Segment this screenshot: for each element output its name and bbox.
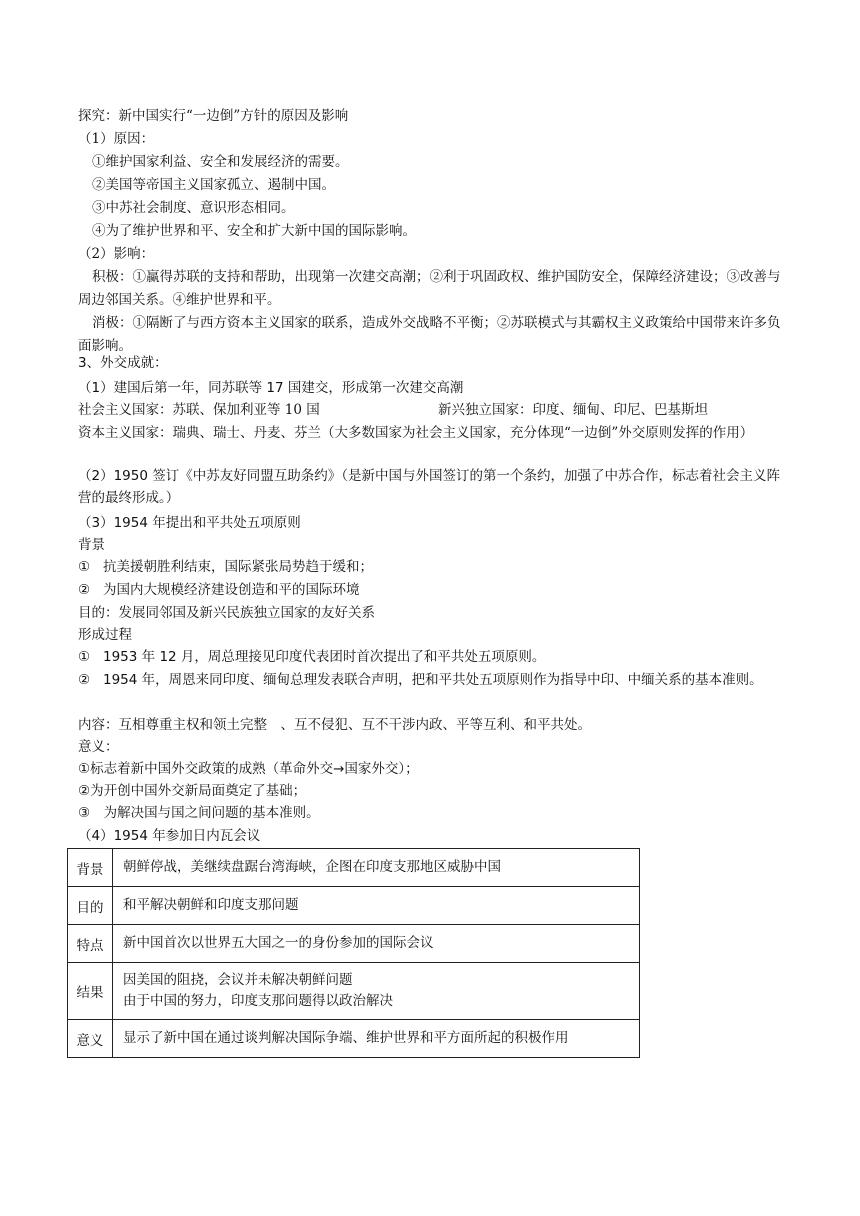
table-row [68, 849, 640, 887]
table-row [68, 1020, 640, 1058]
item-text: 抗美援朝胜利结束，国际紧张局势趋于缓和； [103, 559, 373, 575]
item-number: ② [78, 582, 91, 598]
table-row [68, 963, 640, 1020]
row-value [113, 925, 640, 963]
row-line: 和平解决朝鲜和印度支那问题 [123, 897, 299, 913]
socialist-countries: 社会主义国家：苏联、保加利亚等 10 国 [78, 402, 320, 418]
item-text: 1954 年，周恩来同印度、缅甸总理发表联合声明，把和平共处五项原则作为指导中印、中缅关系的基本准则。 [103, 672, 763, 688]
reason-item: ③中苏社会制度、意识形态相同。 [92, 200, 295, 216]
achievement-item-1: （1）建国后第一年，同苏联等 17 国建交，形成第一次建交高潮 [78, 380, 464, 396]
achievements-heading: 3、外交成就： [78, 355, 168, 371]
reason-item: ①维护国家利益、安全和发展经济的需要。 [92, 154, 349, 170]
significance-label: 意义： [78, 739, 119, 755]
process-label: 形成过程 [78, 627, 132, 643]
significance-item: ③ 为解决国与国之间问题的基本准则。 [78, 805, 320, 821]
row-line: 因美国的阻挠，会议并未解决朝鲜问题 [123, 972, 353, 988]
background-label: 背景 [78, 537, 105, 553]
achievement-item-3: （3）1954 年提出和平共处五项原则 [78, 515, 301, 531]
impact-heading: （2）影响： [78, 246, 155, 262]
row-line: 显示了新中国在通过谈判解决国际争端、维护世界和平方面所起的积极作用 [123, 1030, 569, 1046]
row-line: 新中国首次以世界五大国之一的身份参加的国际会议 [123, 935, 434, 951]
row-key: 目的 [68, 887, 113, 925]
new-independent-countries: 新兴独立国家：印度、缅甸、印尼、巴基斯坦 [438, 402, 708, 418]
row-line: 由于中国的努力，印度支那问题得以政治解决 [123, 993, 393, 1009]
item-text: 为国内大规模经济建设创造和平的国际环境 [103, 582, 360, 598]
item-text: 1953 年 12 月，周总理接见印度代表团时首次提出了和平共处五项原则。 [103, 649, 546, 665]
row-line: 朝鲜停战，美继续盘踞台湾海峡，企图在印度支那地区威胁中国 [123, 859, 501, 875]
reasons-heading: （1）原因： [78, 131, 155, 147]
significance-item: ①标志着新中国外交政策的成熟（革命外交→国家外交）； [78, 761, 419, 777]
reason-item: ④为了维护世界和平、安全和扩大新中国的国际影响。 [92, 223, 416, 239]
achievement-item-4: （4）1954 年参加日内瓦会议 [78, 828, 261, 844]
table-row [68, 887, 640, 925]
explore-title: 探究：新中国实行“一边倒”方针的原因及影响 [78, 108, 349, 124]
purpose-line: 目的：发展同邻国及新兴民族独立国家的友好关系 [78, 605, 375, 621]
item-number: ② [78, 672, 91, 688]
item-number: ① [78, 649, 91, 665]
geneva-conference-table [67, 848, 640, 1058]
table-row [68, 925, 640, 963]
row-key: 特点 [68, 925, 113, 963]
impact-negative: 消极：①隔断了与西方资本主义国家的联系，造成外交战略不平衡；②苏联模式与其霸权主义政策给中国带来许多负面影响。 [78, 315, 781, 354]
reason-item: ②美国等帝国主义国家孤立、遏制中国。 [92, 177, 335, 193]
capitalist-countries: 资本主义国家：瑞典、瑞士、丹麦、芬兰（大多数国家为社会主义国家，充分体现“一边倒”外交原则发挥的作用） [78, 425, 754, 441]
significance-item: ②为开创中国外交新局面奠定了基础； [78, 783, 307, 799]
row-key: 意义 [68, 1020, 113, 1058]
item-number: ① [78, 559, 91, 575]
row-key: 结果 [68, 963, 113, 1020]
achievement-item-2: （2）1950 签订《中苏友好同盟互助条约》（是新中国与外国签订的第一个条约，加强了中苏合作，标志着社会主义阵营的最终形成。） [78, 468, 780, 506]
row-value [113, 1020, 640, 1058]
content-line: 内容：互相尊重主权和领土完整 、互不侵犯、互不干涉内政、平等互利、和平共处。 [78, 717, 591, 733]
impact-positive: 积极：①赢得苏联的支持和帮助，出现第一次建交高潮；②利于巩固政权、维护国防安全，保障经济建设；③改善与周边邻国关系。④维护世界和平。 [78, 269, 781, 308]
row-value [113, 963, 640, 1020]
row-value [113, 887, 640, 925]
row-value [113, 849, 640, 887]
row-key: 背景 [68, 849, 113, 887]
